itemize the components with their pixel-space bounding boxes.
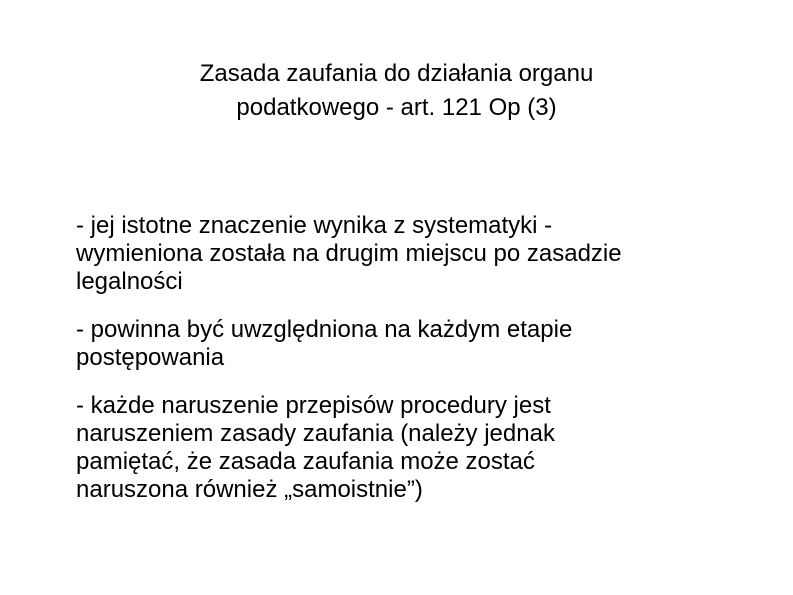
paragraph-systematics [76, 212, 766, 296]
title-line: Zasada zaufania do działania organu [199, 60, 594, 87]
paragraph-line: wymieniona została na drugim miejscu po zasadzie [76, 240, 622, 267]
paragraph-line: naruszeniem zasady zaufania (należy jednak [76, 420, 555, 447]
slide-body [76, 212, 766, 524]
title-line: podatkowego - art. 121 Op (3) [236, 94, 557, 121]
paragraph-line: naruszona również „samoistnie”) [76, 476, 423, 503]
paragraph-line: legalności [76, 268, 183, 295]
paragraph-violation [76, 392, 766, 504]
slide-title [0, 57, 793, 125]
paragraph-line: - jej istotne znaczenie wynika z systematyki - [76, 212, 553, 239]
paragraph-line: postępowania [76, 344, 225, 371]
paragraph-line: - powinna być uwzględniona na każdym etapie [76, 316, 573, 343]
paragraph-line: - każde naruszenie przepisów procedury jest [76, 392, 551, 419]
paragraph-line: pamiętać, że zasada zaufania może zostać [76, 448, 535, 475]
paragraph-every-stage [76, 316, 766, 372]
